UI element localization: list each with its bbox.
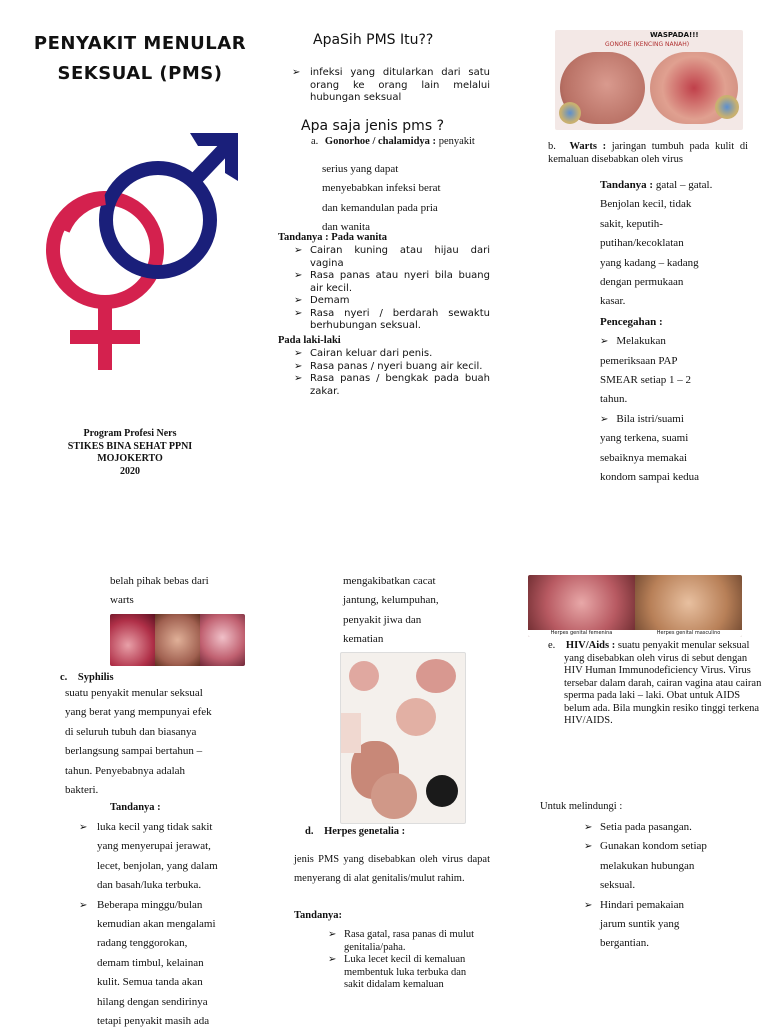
protection-item-3-line: Hindari pemakaian	[600, 898, 684, 911]
prevention-line: sebaiknya memakai	[600, 451, 688, 464]
syphilis-name: Syphilis	[77, 672, 114, 683]
warts-continuation	[110, 572, 260, 611]
syphilis-desc-line: berlangsung sampai bertahun –	[65, 745, 203, 758]
warts-photo-2	[155, 614, 200, 666]
syphilis-sign-2-line: demam timbul, kelainan	[97, 956, 204, 969]
herpes-heading	[305, 826, 405, 837]
herpes-letter: d.	[305, 826, 314, 837]
footer-city: MOJOKERTO	[97, 453, 163, 464]
syphilis-sign-2-line: hilang dengan sendirinya	[97, 995, 208, 1008]
gonorrhea-image	[555, 30, 743, 130]
herpes-photo-female	[528, 575, 635, 637]
herpes-desc: jenis PMS yang disebabkan oleh virus dapat menyerang di alat genitalis/mulut rahim.	[294, 854, 490, 884]
gonorrhea-desc-1: penyakit	[438, 136, 475, 147]
pms-definition	[310, 67, 490, 105]
program-footer	[40, 428, 220, 478]
gonorrhea-desc-4: dan kemandulan pada pria	[322, 201, 438, 214]
herpes-photo-female-caption: Herpes genital femenina	[528, 630, 635, 637]
heading-what-is-pms: ApaSih PMS Itu??	[313, 32, 434, 48]
warts-signs-label: Tandanya :	[600, 179, 654, 191]
warts-photo-strip	[110, 614, 245, 666]
syphilis-cont-line: jantung, kelumpuhan,	[343, 594, 439, 607]
warts-desc: jaringan tumbuh pada kulit di kemaluan disebabkan oleh virus	[548, 141, 748, 165]
herpes-signs-label: Tandanya:	[294, 910, 343, 921]
syphilis-sign-1-line: dan basah/luka terbuka.	[97, 879, 202, 892]
women-signs-label: Tandanya : Pada wanita	[278, 232, 388, 243]
warts-sign-line: kasar.	[600, 295, 626, 308]
men-signs-list	[310, 348, 490, 398]
protection-label: Untuk melindungi :	[540, 801, 623, 812]
syphilis-signs-label: Tandanya :	[110, 802, 161, 813]
women-sign-item: ➢ Rasa panas atau nyeri bila buang air kecil.	[310, 270, 490, 295]
herpes-photo-male-caption: Herpes genital masculino	[635, 630, 742, 637]
syphilis-sign-2-line: Beberapa minggu/bulan	[97, 898, 203, 911]
footer-school: STIKES BINA SEHAT PPNI	[67, 440, 193, 452]
herpes-illustration	[340, 652, 466, 824]
syphilis-desc-line: tahun. Penyebabnya adalah	[65, 764, 186, 777]
protection-item-2-line: melakukan hubungan	[600, 859, 695, 872]
footer-year: 2020	[120, 465, 140, 477]
syphilis-heading	[60, 672, 114, 683]
syphilis-desc	[65, 684, 255, 800]
prevention-line: yang terkena, suami	[600, 432, 689, 445]
men-signs-label: Pada laki-laki	[278, 335, 341, 346]
prevention-line: SMEAR setiap 1 – 2	[600, 374, 692, 387]
warts-sign-line: Benjolan kecil, tidak	[600, 198, 692, 211]
syphilis-sign-1-line: yang menyerupai jerawat,	[97, 840, 211, 853]
gonorrhea-desc	[322, 160, 492, 238]
gonorrhea-section	[311, 135, 491, 149]
syphilis-sign-2-line: radang tenggorokan,	[97, 937, 188, 950]
prevention-line: Bila istri/suami	[616, 412, 684, 425]
syphilis-sign-2-line: tetapi penyakit masih ada	[97, 1015, 210, 1028]
syphilis-desc-line: suatu penyakit menular seksual	[65, 687, 203, 699]
protection-item-2-line: seksual.	[600, 879, 636, 892]
title-line-2: SEKSUAL (PMS)	[57, 63, 223, 84]
warts-cont-line: warts	[110, 594, 134, 607]
hiv-letter: e.	[548, 640, 556, 651]
gender-symbol-logo	[40, 125, 245, 375]
gonorrhea-name: Gonorhoe / chalamidya :	[324, 136, 437, 147]
warts-letter: b.	[548, 141, 556, 152]
women-sign-item: ➢ Rasa nyeri / berdarah sewaktu berhubungan seksual.	[310, 308, 490, 333]
hiv-section	[548, 640, 762, 728]
gonorrhea-image-caption-1: WASPADA!!!	[650, 31, 699, 39]
gonorrhea-desc-3: menyebabkan infeksi berat	[322, 182, 441, 195]
men-sign-item: ➢ Rasa panas / bengkak pada buah zakar.	[310, 373, 490, 398]
prevention-line: tahun.	[600, 393, 628, 406]
syphilis-desc-line: di seluruh tubuh dan biasanya	[65, 725, 197, 738]
gonorrhea-desc-2: serius yang dapat	[322, 163, 399, 175]
warts-sign-line: putihan/kecoklatan	[600, 237, 684, 250]
herpes-signs-list	[344, 929, 484, 992]
syphilis-sign-1-line: lecet, benjolan, yang dalam	[97, 859, 218, 872]
syphilis-letter: c.	[60, 672, 68, 683]
herpes-name: Herpes genetalia :	[324, 826, 406, 837]
syphilis-desc-line: yang berat yang mempunyai efek	[65, 706, 212, 719]
footer-program: Program Profesi Ners	[83, 428, 177, 439]
women-sign-item: ➢ Demam	[310, 295, 490, 308]
women-signs-list	[310, 245, 490, 333]
syphilis-cont-line: kematian	[343, 633, 384, 646]
warts-name: Warts :	[569, 141, 607, 152]
warts-section	[548, 141, 748, 166]
title-line-1: PENYAKIT MENULAR	[33, 33, 247, 54]
syphilis-sign-1-line: luka kecil yang tidak sakit	[97, 821, 213, 833]
syphilis-cont-line: mengakibatkan cacat	[343, 575, 436, 587]
hiv-desc: suatu penyakit menular seksual yang disebabkan oleh virus di sebut dengan HIV Human Immunodeficiency Virus. Virus tersebar dalam darah, cairan vagina atau cairan sperma pada laki – laki. Obat untuk AIDS belum ada. Bila mungkin resiko tinggi terkena HIV/AIDS.	[564, 640, 762, 726]
gonorrhea-desc-5: dan wanita	[322, 221, 370, 234]
warts-photo-1	[110, 614, 155, 666]
men-sign-item: ➢ Rasa panas / nyeri buang air kecil.	[310, 361, 490, 374]
protection-item-3-line: bergantian.	[600, 937, 649, 950]
warts-photo-3	[200, 614, 245, 666]
warts-sign-line: sakit, keputih-	[600, 217, 663, 230]
syphilis-continuation	[343, 572, 493, 650]
syphilis-desc-line: bakteri.	[65, 784, 99, 797]
herpes-photos	[528, 575, 742, 637]
gonorrhea-image-caption-2: GONORE (KENCING NANAH)	[605, 41, 690, 48]
herpes-photo-male	[635, 575, 742, 637]
prevention-line: kondom sampai kedua	[600, 471, 699, 484]
syphilis-signs: ➢ luka kecil yang tidak sakit yang menyerupai jerawat, lecet, benjolan, yang dalam dan basah/luka terbuka. ➢ Beberapa minggu/bulan kemudian akan mengalami radang tenggorokan, demam timbul, kelainan kulit. Semua tanda akan hilang dengan sendirinya tetapi penyakit masih ada	[97, 818, 257, 1031]
hiv-name: HIV/Aids :	[565, 640, 616, 651]
prevention-line: Melakukan	[616, 335, 666, 348]
herpes-sign-item: ➢ Rasa gatal, rasa panas di mulut genitalia/paha.	[344, 929, 484, 954]
syphilis-cont-line: penyakit jiwa dan	[343, 613, 422, 626]
warts-sign-line: yang kadang – kadang	[600, 256, 699, 269]
warts-signs: Tandanya : gatal – gatal. Benjolan kecil, tidak sakit, keputih- putihan/kecoklatan yang kadang – kadang dengan permukaan kasar. Pencegahan : ➢ Melakukan pemeriksaan PAP SMEAR setiap 1 – 2 tahun. ➢ Bila istri/suami yang terkena, suami sebaiknya memakai kondom sampai kedua	[600, 176, 750, 488]
herpes-sign-item: ➢ Luka lecet kecil di kemaluan membentuk luka terbuka dan sakit didalam kemaluan	[344, 954, 484, 992]
protection-list: ➢ Setia pada pasangan. ➢ Gunakan kondom setiap melakukan hubungan seksual. ➢ Hindari pemakaian jarum suntik yang bergantian.	[600, 818, 760, 954]
prevention-line: pemeriksaan PAP	[600, 354, 678, 367]
protection-item-2-line: Gunakan kondom setiap	[600, 840, 707, 853]
brochure-title	[20, 29, 260, 89]
women-sign-item: ➢ Cairan kuning atau hijau dari vagina	[310, 245, 490, 270]
syphilis-sign-2-line: kemudian akan mengalami	[97, 918, 216, 931]
prevention-label: Pencegahan :	[600, 315, 663, 328]
syphilis-sign-2-line: kulit. Semua tanda akan	[97, 976, 203, 989]
heading-types-of-pms: Apa saja jenis pms ?	[301, 118, 444, 134]
protection-item-1: Setia pada pasangan.	[600, 821, 692, 833]
protection-item-3-line: jarum suntik yang	[600, 918, 680, 931]
warts-sign-line: gatal – gatal.	[655, 179, 713, 191]
warts-cont-line: belah pihak bebas dari	[110, 575, 209, 587]
men-sign-item: ➢ Cairan keluar dari penis.	[310, 348, 490, 361]
pms-definition-text: infeksi yang ditularkan dari satu orang ke orang lain melalui hubungan seksual	[310, 67, 490, 103]
gonorrhea-letter: a.	[311, 136, 319, 147]
warts-sign-line: dengan permukaan	[600, 276, 684, 289]
